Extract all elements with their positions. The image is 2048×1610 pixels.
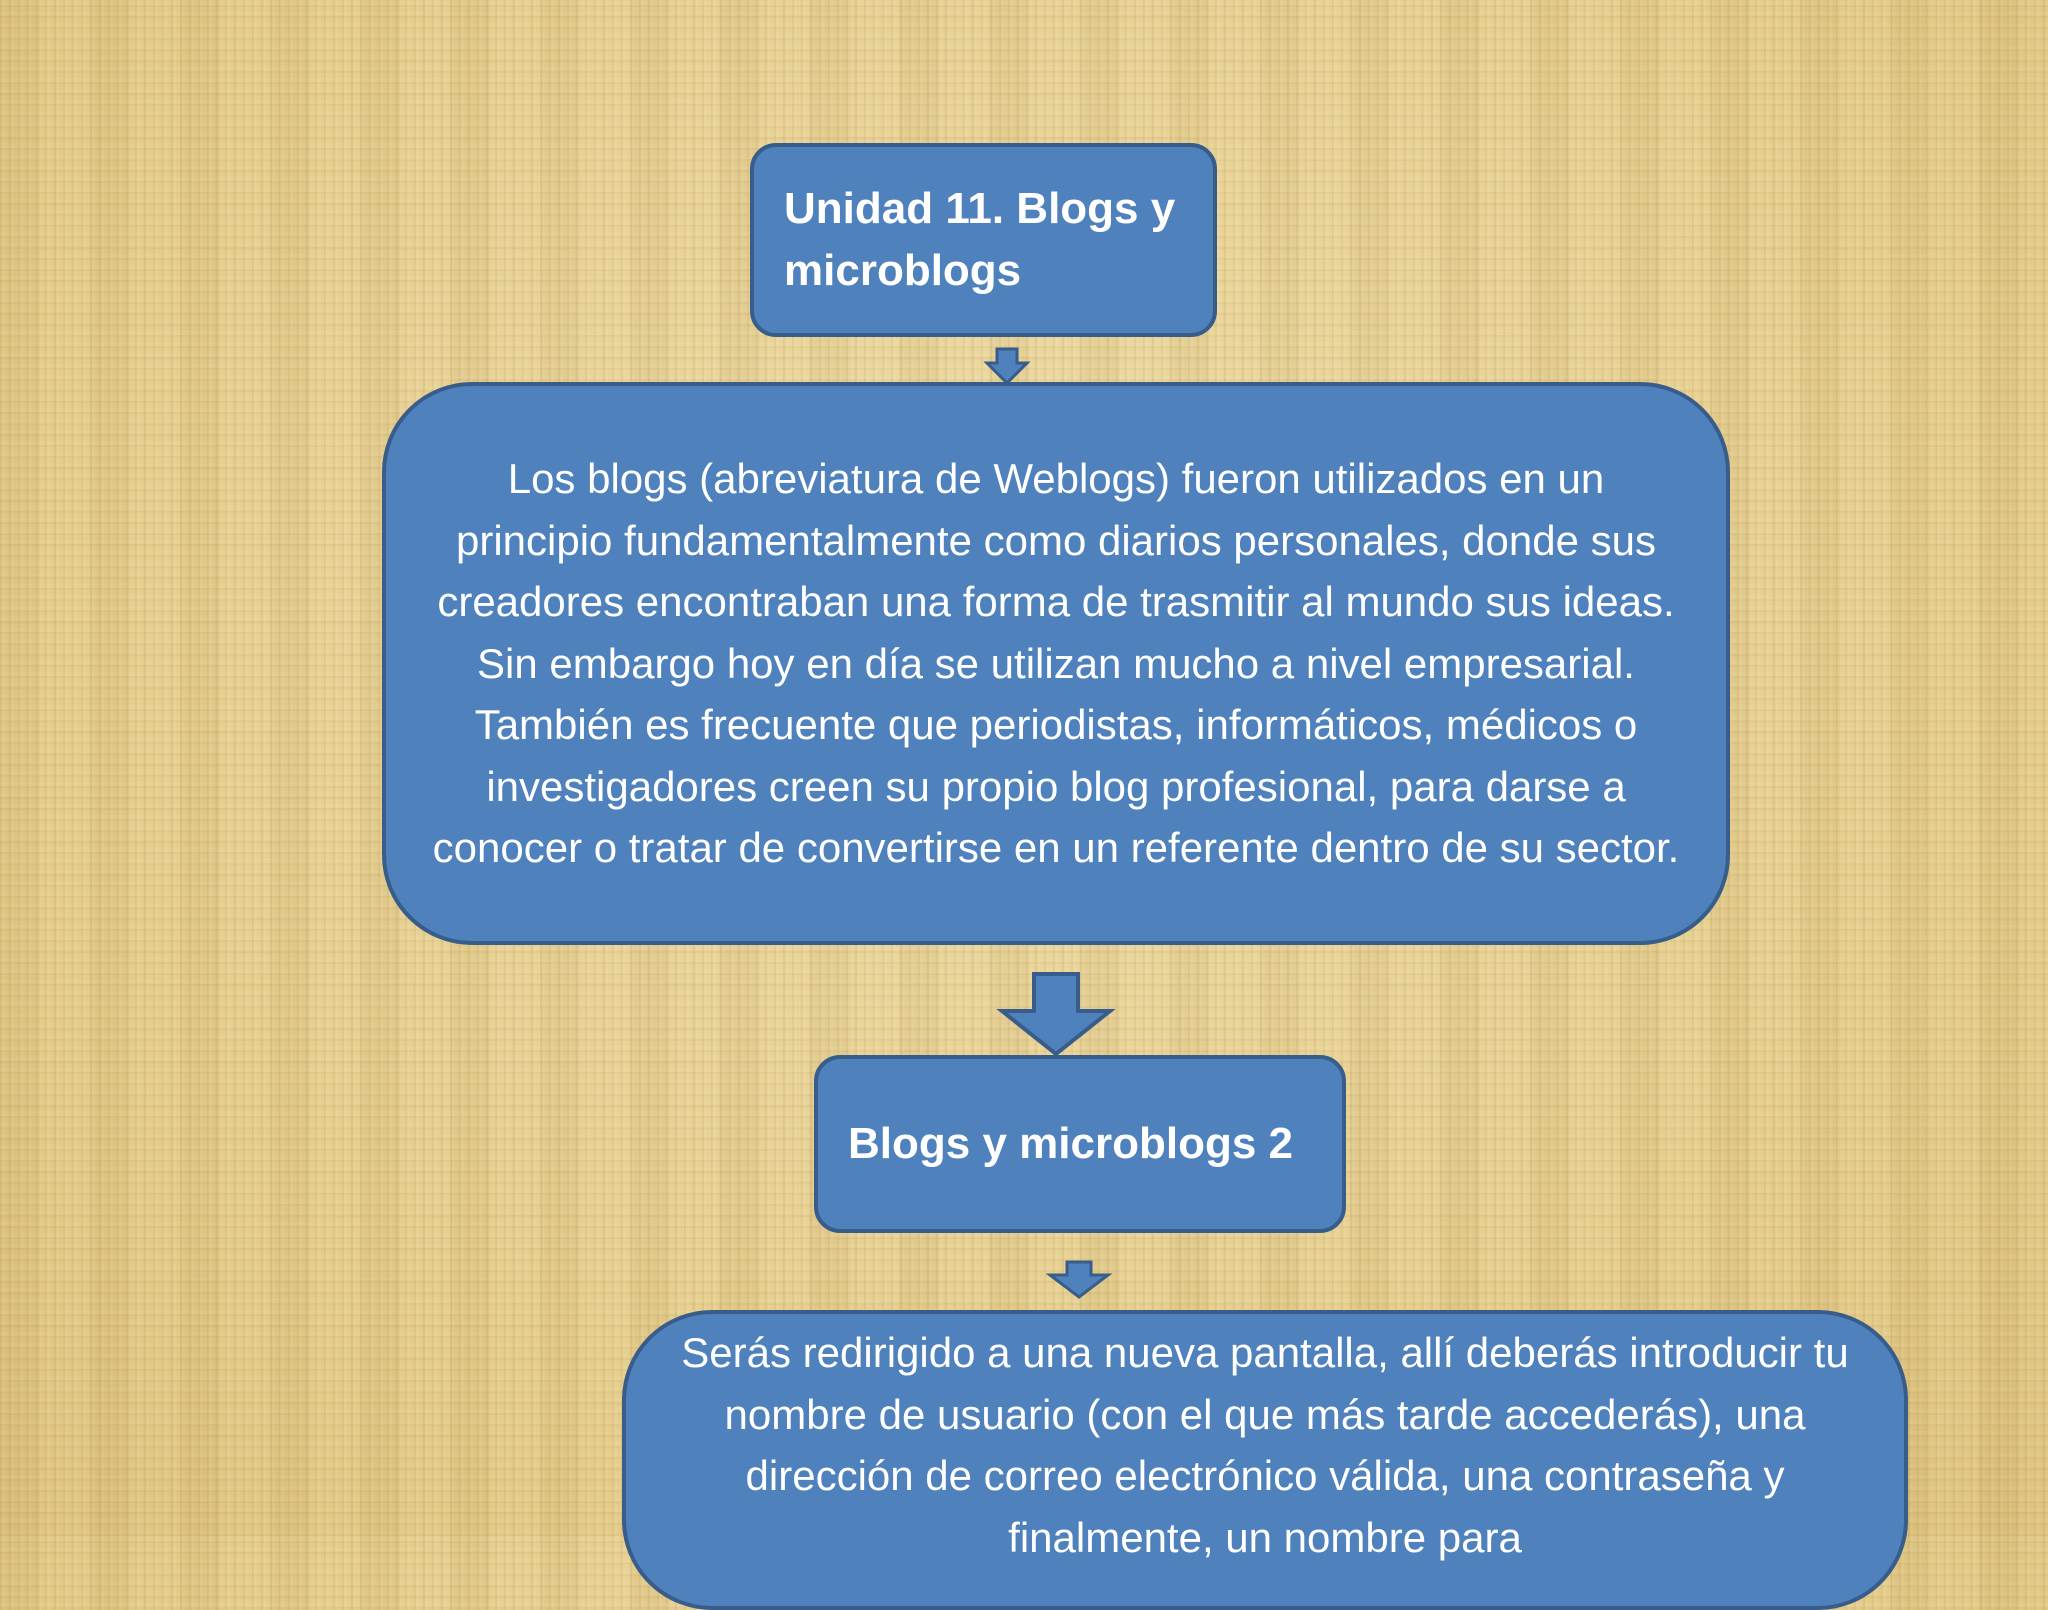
unit-title-box (750, 143, 1217, 337)
section-title-box (814, 1055, 1346, 1233)
section-title: Blogs y microblogs 2 (848, 1119, 1293, 1168)
registration-description-box (622, 1310, 1908, 1610)
intro-description: Los blogs (abreviatura de Weblogs) fueron utilizados en un principio fundamentalmente como diarios personales, donde sus creadores encontraban una forma de trasmitir al mundo sus ideas. Sin embargo hoy en día se utilizan mucho a nivel empresarial. También es frecuente que periodistas, informáticos, médicos o investigadores creen su propio blog profesional, para darse a conocer o tratar de convertirse en un referente dentro de su sector. (432, 455, 1680, 872)
registration-description: Serás redirigido a una nueva pantalla, allí deberás introducir tu nombre de usuario (con el que más tarde accederás), una dirección de correo electrónico válida, una contraseña y finalmente, un nombre para (681, 1329, 1849, 1561)
intro-description-box (382, 382, 1730, 945)
down-arrow-icon (998, 971, 1114, 1057)
down-arrow-icon (985, 347, 1029, 385)
unit-title: Unidad 11. Blogs y microblogs (784, 184, 1176, 295)
down-arrow-icon (1047, 1259, 1111, 1299)
